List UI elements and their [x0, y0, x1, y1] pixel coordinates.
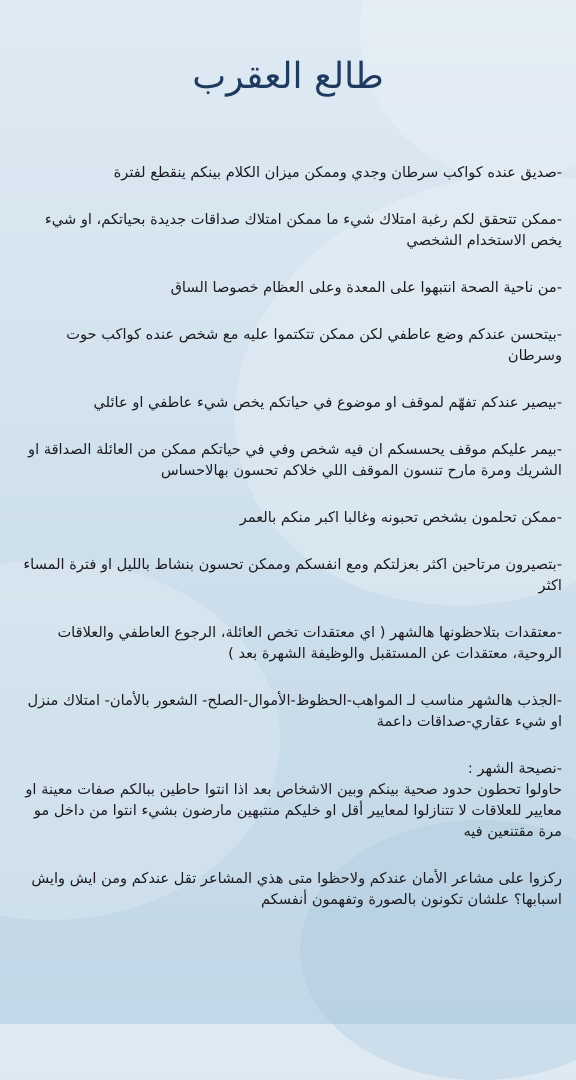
advice-body: حاولوا تحطون حدود صحية بينكم وبين الاشخاص بعد اذا انتوا حاطين ببالكم صفات معينة او معايير للعلاقات لا تتنازلوا لمعايير أقل او خليكم منتبهين مارضون بشيء انتوا من داخل مو مرة مقتنعين فيه: [25, 781, 562, 840]
advice-heading: -نصيحة الشهر :: [467, 760, 562, 777]
horoscope-item: -من ناحية الصحة انتبهوا على المعدة وعلى العظام خصوصا الساق: [170, 279, 562, 296]
page-title: طالع العقرب: [192, 56, 384, 97]
horoscope-item: -بتصيرون مرتاحين اكثر بعزلتكم ومع انفسكم وممكن تحسون بنشاط بالليل او فترة المساء اكثر: [23, 556, 562, 594]
horoscope-item: -بيصير عندكم تفهّم لموقف او موضوع في حياتكم يخص شيء عاطفي او عائلي: [93, 394, 562, 411]
horoscope-content: [18, 162, 562, 936]
horoscope-item: -بيتحسن عندكم وضع عاطفي لكن ممكن تتكتموا عليه مع شخص عنده كواكب حوت وسرطان: [66, 326, 562, 364]
horoscope-item: -الجذب هالشهر مناسب لـ المواهب-الحظوظ-الأموال-الصلح- الشعور بالأمان- امتلاك منزل او شيء عقاري-صداقات داعمة: [27, 692, 562, 730]
horoscope-item: -ممكن تحلمون بشخص تحبونه وغالبا اكبر منكم بالعمر: [239, 509, 562, 526]
closing-note: ركزوا على مشاعر الأمان عندكم ولاحظوا متى هذي المشاعر تقل عندكم ومن ايش وايش اسبابها؟ علشان تكونون بالصورة وتفهمون أنفسكم: [31, 870, 562, 908]
horoscope-item: -ممكن تتحقق لكم رغبة امتلاك شيء ما ممكن امتلاك صداقات جديدة بحياتكم، او شيء يخص الاستخدام الشخصي: [44, 211, 562, 249]
horoscope-item: -معتقدات بتلاحظونها هالشهر ( اي معتقدات تخص العائلة، الرجوع العاطفي والعلاقات الروحية، معتقدات عن المستقبل والوظيفة الشهرة بعد ): [57, 624, 562, 662]
horoscope-item: -بيمر عليكم موقف يحسسكم ان فيه شخص وفي في حياتكم ممكن من العائلة الصداقة او الشريك ومرة مارح تنسون الموقف اللي خلاكم تحسون بهالاحساس: [28, 441, 562, 479]
horoscope-item: -صديق عنده كواكب سرطان وجدي وممكن ميزان الكلام بينكم ينقطع لفترة: [113, 164, 562, 181]
